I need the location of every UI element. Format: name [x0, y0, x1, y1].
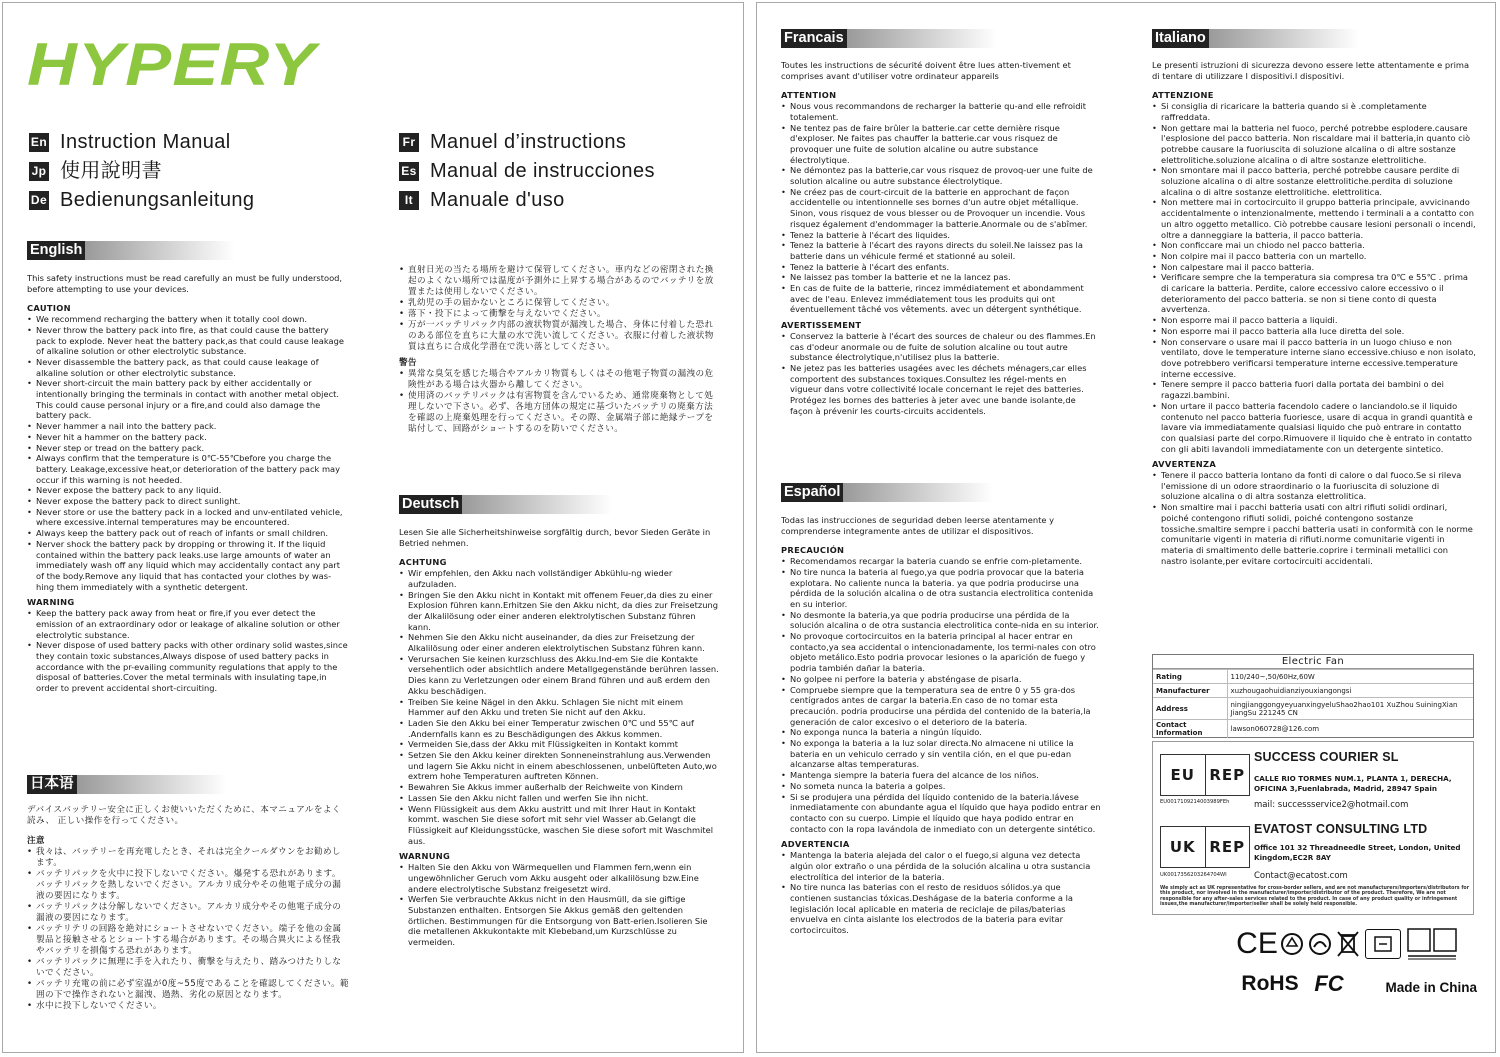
lang-code-badge: Fr — [399, 133, 419, 152]
list-item: • Verursachen Sie keinen kurzschluss des Akku.Ind-em Sie die Kontakte versehentlich oder absichtlich andere Metallgegenstände berühren lassen. Dies kann zu Verletzungen oder einem Brand führen und auß erdem den Akku beschädigen. — [399, 654, 721, 697]
warning-list — [399, 862, 721, 948]
list-item: • No golpee ni perfore la bateria y absténgase de pisarla. — [781, 674, 1103, 685]
list-item: • Never step or tread on the battery pack. — [27, 443, 349, 454]
list-item: • No exponga la bateria a la luz solar directa.No almacene ni utilice la bateria en un vehiculo cerrado y sin ventila ción, en el que pu-edan alcanzarse altas temperaturas. — [781, 738, 1103, 770]
eu-rep-logo: EU REP — [1160, 754, 1250, 796]
title-row — [29, 128, 254, 157]
title-label: Instruction Manual — [60, 131, 231, 153]
title-label: Manuale d'uso — [430, 189, 565, 211]
list-item: • Tenere sempre il pacco batteria fuori dalla portata dei bambini o dei ragazzi.bambini. — [1152, 379, 1476, 400]
list-item: • Non conservare o usare mai il pacco batteria in un luogo chiuso e non ventilato, dove le temperature interne siano eccessive.chiuso e non isolato, dove potrebbero verificarsi temperature interne eccessive.temperature interne eccessive. — [1152, 337, 1476, 380]
caution-list — [781, 556, 1103, 834]
list-item: • Vermeiden Sie,dass der Akku mit Flüssigkeiten in Kontakt kommt — [399, 739, 721, 750]
section-heading-german: Deutsch — [399, 495, 612, 514]
list-item: • Non urtare il pacco batteria facendolo cadere o lanciandolo.se il liquido contenuto nel pacco batteria fuoriesce, usare di acqua in grandi quantità e lavare via immediatamente qualsiasi liquido che può entrare in contatto con qualsiasi parte del corpo.Rimuovere il liquido che è entrato in contatto con gli abiti lavandoli immediatamente con un detergente sintetico. — [1152, 401, 1476, 455]
list-item: • Werfen Sie verbrauchte Akkus nicht in den Hausmüll, da sie giftige Substanzen enthalten. Entsorgen Sie Akkus gemäß den geltenden örtlichen. Bestimmungen für die Entsorgung von Batt-erien.Isolieren Sie die metallenen Akkukontakte mit Klebeband,um Kurzschlüsse zu vermeiden. — [399, 894, 721, 948]
list-item: • Non esporre mai il pacco batteria a liquidi. — [1152, 315, 1476, 326]
list-item: • 我々は、バッテリーを再充電したとき、それは完全クールダウンをお勧めします。 — [27, 847, 349, 869]
uk-rep-disclaimer: We simply act as UK representative for cross-border sellers, and are not manufacturers/importers/distributors for this product, nor involved in the manufacturer/importer/distributor of the product. Therefore, We are not responsible for any after-sales services related to the product. In case of any product quality or infringement issues,the manufacturer/importer/seller shall be solely held responsible. — [1160, 886, 1470, 908]
title-row — [29, 186, 254, 215]
list-item: • Never hit a hammer on the battery pack. — [27, 432, 349, 443]
title-row — [399, 157, 655, 186]
list-item: • Recomendamos recargar la bateria cuando se enfrie com-pletamente. — [781, 556, 1103, 567]
section-italian: Le presenti istruzioni di sicurezza devono essere lette attentamente e prima di tentare di utilizzare I dispositivi.I dispositivi. ATTENZIONE • Si consiglia di ricaricare la batteria quando si è .completamente raffreddata. • Non gettare mai la batteria nel fuoco, perché potrebbe esplodere.causare l'esplosione del pacco batteria. Non riscaldare mai il batteria,in quanto ciò potrebbe causare la fuoriuscita di soluzione alcalina o di altre sostanze elettrolitiche.soluzione alcalina o di altre sostanze elettrolitiche. • Non smontare mai il pacco batteria, perché potrebbe causare perdite di soluzione alcalina o di altre sostanze elettrolitiche.perdita di soluzione alcalina o di altre sostanze elettrolitiche. elettrolitica. • Non mettere mai in cortocircuito il gruppo batteria principale, avvicinando accidentalmente o intenzionalmente, mettendo i terminali a a contatto con un altro oggetto metallico. Ciò potrebbe causare lesioni personali o incendi, oltre a danneggiare la batteria, il pacco batteria. • Non conficcare mai un chiodo nel pacco batteria. • Non colpire mai il pacco batteria con un martello. • Non calpestare mai il pacco batteria. • Verificare sempre che la temperatura sia compresa tra 0℃ e 55℃ . prima di caricare la batteria. Perdite, calore eccessivo calore eccessivo o il deterioramento del pacco batteria. se non si tiene conto di questa avvertenza. • Non esporre mai il pacco batteria a liquidi. • Non esporre mai il pacco batteria alla luce diretta del sole. • Non conservare o usare mai il pacco batteria in un luogo chiuso e non ventilato, dove le temperature interne siano eccessive.chiuso e non isolato, dove potrebbero verificarsi temperature interne eccessive.temperature interne eccessive. • Tenere sempre il pacco batteria fuori dalla portata dei bambini o dei ragazzi.bambini. • Non urtare il pacco batteria facendolo cadere o lanciandolo.se il liquido contenuto nel pacco batteria fuoriesce, usare di acqua in grandi quantità e lavare via immediatamente qualsiasi liquido che può entrare in contatto con qualsiasi parte del corpo.Rimuovere il liquido che è entrato in contatto con gli abiti lavandoli immediatamente con un detergente sintetico. AVVERTENZA • Tenere il pacco batteria lontano da fonti di calore o dal fuoco.Se si rileva l'emissione di un odore straordinario o la fuoriuscita di soluzione di soluzione alcalina o di altra sostanza elettrolitica. • Non smaltire mai i pacchi batteria usati con altri rifiuti solidi ordinari, poiché contengono rifiuti solidi, poiché contengono sostanze tossiche.smaltire sempre i pacchi batteria usati in conformità con le norme comunitarie vigenti in materia di rifiuti.norme comunitarie vigenti in materia di smaltimento delle batterie.coprire i terminali metallici con nastro isolante,per evitare cortocircuiti accidentali. — [1152, 60, 1476, 644]
caution-list — [27, 847, 349, 1012]
list-item: • 水中に投下しないでください。 — [27, 1001, 349, 1012]
section-english: This safety instructions must be read carefully an must be fully understood, before attempting to use your devices. CAUTION • We recommend recharging the battery when it totally cool down. • Never throw the battery pack into fire, as that could cause the battery pack to explode. Never heat the battery pack,as that could cause leakage of alkaline solution or other electrolytic substance. • Never disassemble the battery pack, as that could cause leakage of alkaline solution or other electrolytic substance. • Never short-circuit the main battery pack by either accidentally or intentionally bringing the terminals in contact with another metal object. This could cause personal injury or a fire,and could also damage the battery pack. • Never hammer a nail into the battery pack. • Never hit a hammer on the battery pack. • Never step or tread on the battery pack. • Always confirm that the temperature is 0℃-55℃before you charge the battery. Leakage,excessive heat,or deterioration of the battery pack may occur if this warning is not heeded. • Never expose the battery pack to any liquid. • Never expose the battery pack to direct sunlight. • Never store or use the battery pack in a locked and unv-entilated vehicle, where excessive.internal temperatures may be encountered. • Always keep the battery pack out of reach of infants or small children. • Nerver shock the battery pack by dropping or throwing it. If the liquid contained within the battery pack leaks.use large amounts of water an immediately wash off any liquid which may accidentally contact any part of the body.Remove any liquid that has contacted your clothes by was-hing them immediately with a synthetic detergent. WARNING • Keep the battery pack away from heat or fire,if you ever detect the emission of an extraordinary odor or leakage of alkaline solution or other electrolytic substance. • Never dispose of used battery packs with other ordinary solid wastes,since they contain toxic substances,Always dispose of used battery packs in accordance with the pr-evailing community regulations that apply to the disposal of batteries.Cover the metal terminals with insulating tape,in order to prevent accidental short-circuiting. — [27, 273, 349, 759]
list-item: • Mantenga la bateria alejada del calor o el fuego,si alguna vez detecta algún olor extraño o una pérdida de la solución alcalina u otra sustancia electrolítica del interior de la bateria. — [781, 850, 1103, 882]
list-item: • Never store or use the battery pack in a locked and unv-entilated vehicle, where excessive.internal temperatures may be encountered. — [27, 507, 349, 528]
caution-list — [27, 314, 349, 592]
list-item: • No tire nunca la bateria al fuego,ya que podria provocar que la bateria explotara. No caliente nunca la bateria. ya que podria producirse una pérdida de la solución alcalina o de otra sustancia electrolitica contenida en su interior. — [781, 567, 1103, 610]
section-french: Toutes les instructions de sécurité doivent être lues atten-tivement et comprises avant d'utiliser votre ordinateur appareils ATTENTION • Nous vous recommandons de recharger la batterie qu-and elle refroidit totalement. • Ne tentez pas de faire brûler la batterie.car cette dernière risque d'exploser. Ne faites pas chauffer la batterie.car vous risquez de provoquer une fuite de solution alcaline ou autre substance électrolytique. • Ne démontez pas la batterie,car vous risquez de provoq-uer une fuite de solution alcaline ou autre substance électrolytique. • Ne créez pas de court-circuit de la batterie en approchant de façon accidentelle ou intentionnelle ses bornes d'un autre objet métallique. Sinon, vous risquez de vous blesser ou de Provoquer un incendie. Vous risquez également d'endommager la batterie.Anormale ou de s'abîmer. • Tenez la batterie à l'écart des liquides. • Tenez la batterie à l'écart des rayons directs du soleil.Ne laissez pas la batterie dans un véhicule fermé et stationné au soleil. • Tenez la batterie à l'écart des enfants. • Ne laissez pas tomber la batterie et ne la lancez pas. • En cas de fuite de la batterie, rincez immédiatement et abondamment avec de l'eau. Enlevez immédiatement tous les produits qui ont éventuellement tâché vos vêtements. avec un détergent synthétique. AVERTISSEMENT • Conservez la batterie à l'écart des sources de chaleur ou des flammes.En cas d'odeur anormale ou de fuite de solution alcaline ou tout autre substance électrolytique,n'utilisez plus la batterie. • Ne jetez pas les batteries usagées avec les déchets ménagers,car elles comportent des substances toxiques.Consultez les régel-ments en vigueur dans votre collectivité locale concernant le rejet des batteries. Protégez les bornes des batteries à jeter avec une bande isolante,de façon à prévenir les courts-circuits accidentels. — [781, 60, 1099, 466]
list-item: • Si consiglia di ricaricare la batteria quando si è .completamente raffreddata. — [1152, 101, 1476, 122]
caution-list — [399, 265, 717, 353]
title-list-left — [29, 128, 254, 215]
list-item: • 直射日光の当たる場所を避けて保管してください。車内などの密閉された換起のよくない場所では温度が予測外に上昇する場合があるのでバッテリを放置または使用しないでください。 — [399, 265, 717, 298]
warning-list — [1152, 470, 1476, 566]
title-label: Manuel d’instructions — [430, 131, 627, 153]
list-item: • Ne jetez pas les batteries usagées avec les déchets ménagers,car elles comportent des substances toxiques.Consultez les régel-ments en vigueur dans votre collectivité locale concernant le rejet des batteries. Protégez les bornes des batteries à jeter avec une bande isolante,de façon à prévenir les courts-circuits accidentels. — [781, 363, 1099, 417]
list-item: • No provoque cortocircuitos en la bateria principal al hacer entrar en contacto,ya sea accidental o intencionadamente, los termi-nales con otro objeto metálico.Esto podria provocar lesiones o la aparición de fuego y podria también dañar la bateria. — [781, 631, 1103, 674]
caution-list — [1152, 101, 1476, 454]
warning-list — [399, 369, 717, 435]
list-item: • 使用済のバッテリパックは有害物質を含んでいるため、通常廃棄物として処理しないで下さい。必ず、各地方団体の規定に基づいたバッテリの廃棄方法を確認の上廃棄処理を行ってください。その際、金属端子部に絶縁テープを貼付して、回路がショートするのを防いでください。 — [399, 391, 717, 435]
list-item: • バッテリパックを火中に投下しないでください。爆発する恐れがあります。バッテリパックを熱しないでください。アルカリ成分やその他電子成分の漏液の要因になります。 — [27, 869, 349, 902]
title-label: 使用說明書 — [60, 160, 162, 182]
fcc-mark: FC — [1314, 971, 1344, 996]
list-item: • Always keep the battery pack out of reach of infants or small children. — [27, 528, 349, 539]
section-japanese: デバイスバッテリー安全に正しくお使いいただくために、本マニュアルをよく読み、 正しい操作を行ってください。 注意 • 我々は、バッテリーを再充電したとき、それは完全クールダウンをお勧めします。 • バッテリパックを火中に投下しないでください。爆発する恐れがあります。バッテリパックを熱しないでください。アルカリ成分やその他電子成分の漏液の要因になります。 • バッテリパックは分解しないでください。アルカリ成分やその他電子成分の漏液の要因になります。 • バッテリテリの回路を絶対にショートさせないでください。端子を他の金属製品と接触させるとショートする場合があります。その場合異火による怪我やバッテリを損傷する恐れがあります。 • バッテリパックに無理に手を入れたり、衝撃を与えたり、踏みつけたりしないでください。 • バッテリ充電の前に必ず室温が0度~55度であることを確認してください。範囲の下で操作されないと漏洩、過熱、劣化の原因となります。 • 水中に投下しないでください。 — [27, 805, 349, 1051]
list-item: • Non smontare mai il pacco batteria, perché potrebbe causare perdite di soluzione alcalina o di altre sostanze elettrolitiche.perdita di soluzione alcalina o di altre sostanze elettrolitiche. elettrolitica. — [1152, 165, 1476, 197]
list-item: • Ne démontez pas la batterie,car vous risquez de provoq-uer une fuite de solution alcaline ou autre substance électrolytique. — [781, 165, 1099, 186]
spec-title: Electric Fan — [1153, 655, 1473, 669]
list-item: • バッテリテリの回路を絶対にショートさせないでください。端子を他の金属製品と接触させるとショートする場合があります。その場合異火による怪我やバッテリを損傷する恐れがあります。 — [27, 924, 349, 957]
lang-code-badge: Jp — [29, 162, 49, 181]
list-item: • Bewahren Sie Akkus immer außerhalb der Reichweite von Kindern — [399, 782, 721, 793]
lang-code-badge: De — [29, 191, 49, 210]
list-item: • Nerver shock the battery pack by dropping or throwing it. If the liquid contained within the battery pack leaks.use large amounts of water an immediately wash off any liquid which may accidentally contact any part of the body.Remove any liquid that has contacted your clothes by was-hing them immediately with a synthetic detergent. — [27, 539, 349, 593]
title-list-right — [399, 128, 655, 215]
list-item: • Never disassemble the battery pack, as that could cause leakage of alkaline solution or other electrolytic substance. — [27, 357, 349, 378]
list-item: • Non esporre mai il pacco batteria alla luce diretta del sole. — [1152, 326, 1476, 337]
list-item: • バッテリ充電の前に必ず室温が0度~55度であることを確認してください。範囲の下で操作されないと漏洩、過熱、劣化の原因となります。 — [27, 979, 349, 1001]
list-item: • We recommend recharging the battery when it totally cool down. — [27, 314, 349, 325]
list-item: • Si se produjera una pérdida del líquido contenido de la bateria.lávese inmediatamente con abundante agua el líquido que haya podido entrar en contacto con su cuerpo. Limpie el líquido que haya podido entrar en contacto con la ropa lavándola de inmediato con un detergente sintético. — [781, 792, 1103, 835]
section-heading-japanese: 日本语 — [27, 775, 227, 794]
section-heading-french: Francais — [781, 29, 997, 48]
list-item: • バッテリパックは分解しないでください。アルカリ成分やその他電子成分の漏液の要因になります。 — [27, 902, 349, 924]
uk-rep-logo: UK REP — [1160, 826, 1250, 868]
list-item: • Never throw the battery pack into fire, as that could cause the battery pack to explode. Never heat the battery pack,as that could cause leakage of alkaline solution or other electrolytic substance. — [27, 325, 349, 357]
list-item: • Tenez la batterie à l'écart des rayons directs du soleil.Ne laissez pas la batterie dans un véhicule fermé et stationné au soleil. — [781, 240, 1099, 261]
list-item: • Non smaltire mai i pacchi batteria usati con altri rifiuti solidi ordinari, poiché contengono rifiuti solidi, poiché contengono sostanze tossiche.smaltire sempre i pacchi batteria usati in conformità con le norme comunitarie vigenti in materia di rifiuti.norme comunitarie vigenti in materia di smaltimento delle batterie.coprire i terminali metallici con nastro isolante,per evitare cortocircuiti accidentali. — [1152, 502, 1476, 566]
list-item: • Tenez la batterie à l'écart des enfants. — [781, 262, 1099, 273]
list-item: • バッテリパックに無理に手を入れたり、衝撃を与えたり、踏みつけたりしないでください。 — [27, 957, 349, 979]
section-heading-english: English — [27, 241, 235, 260]
list-item: • 万が一バッテリパック内部の液状物質が漏洩した場合、身体に付着した恐れのある部位を直ちに大量の水で洗い流してください。衣服に付着した液状物質は直ちに合成化学潜在で洗い落としてください。 — [399, 320, 717, 353]
list-item: • Nous vous recommandons de recharger la batterie qu-and elle refroidit totalement. — [781, 101, 1099, 122]
list-item: • Never expose the battery pack to any liquid. — [27, 485, 349, 496]
section-german: Lesen Sie alle Sicherheitshinweise sorgfältig durch, bevor Sieden Geräte in Betried nehmen. ACHTUNG • Wir empfehlen, den Akku nach vollständiger Abkühlu-ng wieder aufzuladen. • Bringen Sie den Akku nicht in Kontakt mit offenem Feuer,da dies zu einer Explosion führen kann.Erhitzen Sie den Akku nicht, da dies zur Freisetzung der Alkalilösung oder einer anderen elektrolytischen Substanz führen kann. • Nehmen Sie den Akku nicht auseinander, da dies zur Freisetzung der Alkalilösung oder einer anderen elektrolytischen Substanz führen kann. • Verursachen Sie keinen kurzschluss des Akku.Ind-em Sie die Kontakte versehentlich oder absichtlich andere Metallgegenstände berühren lassen. Dies kann zu Verletzungen oder einem Brand führen und auß erdem den Akku beschädigen. • Treiben Sie keine Nägel in den Akku. Schlagen Sie nicht mit einem Hammer auf den Akku und treten Sie nicht auf den Akku. • Laden Sie den Akku bei einer Temperatur zwischen 0℃ und 55℃ auf .Andernfalls kann es zu Beschädigungen des Akkus kommen. • Vermeiden Sie,dass der Akku mit Flüssigkeiten in Kontakt kommt • Setzen Sie den Akku keiner direkten Sonneneinstrahlung aus.Verwenden und lagern Sie Akku nicht in einem abeschlossenen, unbelüfteten Auto,wo extrem hohe Temperaturen auftreten Können. • Bewahren Sie Akkus immer außerhalb der Reichweite von Kindern • Lassen Sie den Akku nicht fallen und werfen Sie ihn nicht. • Wenn Flüssigkeit aus dem Akku austritt und mit Ihrer Haut in Kontakt kommt. waschen Sie diese sofort mit sehr viel Wasser ab.Gelangt die Flüssigkeit auf Kleidungsstücke, waschen Sie diese sofort mit Waschmitel aus. WARNUNG • Halten Sie den Akku von Wärmequellen und Flammen fern,wenn ein ungewöhnlicher Geruch vom Akku ausgeht oder alkalilösung bzw.Eine andere electrolytische Substanz freigesetzt wird. • Werfen Sie verbrauchte Akkus nicht in den Hausmüll, da sie giftige Substanzen enthalten. Entsorgen Sie Akkus gemäß den geltenden örtlichen. Bestimmungen für die Entsorgung von Batt-erien.Isolieren Sie die metallenen Akkukontakte mit Klebeband,um Kurzschlüsse zu vermeiden. — [399, 527, 721, 1003]
lang-code-badge: It — [399, 191, 419, 210]
list-item: • Wir empfehlen, den Akku nach vollständiger Abkühlu-ng wieder aufzuladen. — [399, 568, 721, 589]
list-item: • No someta nunca la bateria a golpes. — [781, 781, 1103, 792]
list-item: • Verificare sempre che la temperatura sia compresa tra 0℃ e 55℃ . prima di caricare la batteria. Perdite, calore eccessivo calore eccessivo o il deterioramento del pacco batteria. se non si tiene conto di questa avvertenza. — [1152, 272, 1476, 315]
sorting-guide-icon — [1405, 927, 1459, 961]
list-item: • No tire nunca las baterias con el resto de residuos sólidos.ya que contienen sustancias tóxicas.Deshágase de la bateria conforme a la legislación local aplicable en materia de reciclaje de pilas/baterias envuelva en cinta aislante los electrodos de la bateria para evitar cortocircuitos. — [781, 882, 1103, 936]
weee-bin-icon — [1335, 929, 1361, 959]
ce-mark: CE — [1236, 927, 1278, 960]
list-item: • No desmonte la bateria,ya que podria producirse una pérdida de la solución alcalina o de otra sustancia electrolitica conte-nida en su interior. — [781, 610, 1103, 631]
list-item: • Non mettere mai in cortocircuito il gruppo batteria principale, avvicinando accidentalmente o intenzionalmente, mettendo i terminali a a contatto con un altro oggetto metallico. Ciò potrebbe causare lesioni personali o incendi, oltre a danneggiare la batteria, il pacco batteria. — [1152, 197, 1476, 240]
section-heading-spanish: Español — [781, 483, 993, 502]
eu-rep-name: SUCCESS COURIER SL — [1254, 750, 1399, 764]
rohs-mark: RoHS — [1241, 972, 1299, 995]
recycle-icon — [1279, 931, 1305, 957]
list-item: • Mantenga siempre la bateria fuera del alcance de los niños. — [781, 770, 1103, 781]
recycling-info-icon — [1365, 929, 1401, 959]
title-label: Bedienungsanleitung — [60, 189, 255, 211]
list-item: • 異常な臭気を感じた場合やアルカリ物質もしくはその他電子物質の漏洩の危険性がある場合は火器から離してください。 — [399, 369, 717, 391]
recycling-hand-icon — [1307, 931, 1333, 957]
list-item: • 落下・投下によって衝撃を与えないでください。 — [399, 309, 717, 320]
title-row — [399, 186, 655, 215]
warning-list — [27, 608, 349, 694]
list-item: • Treiben Sie keine Nägel in den Akku. Schlagen Sie nicht mit einem Hammer auf den Akku und treten Sie nicht auf den Akku. — [399, 697, 721, 718]
list-item: • Non gettare mai la batteria nel fuoco, perché potrebbe esplodere.causare l'esplosione del pacco batteria. Non riscaldare mai il batteria,in quanto ciò potrebbe causare la fuoriuscita di soluzione alcalina o di altre sostanze elettrolitiche.soluzione alcalina o di altre sostanze elettrolitiche. — [1152, 123, 1476, 166]
section-japanese-continued: • 直射日光の当たる場所を避けて保管してください。車内などの密閉された換起のよくない場所では温度が予測外に上昇する場合があるのでバッテリを放置または使用しないでください。 • 乳幼児の手の届かないところに保管してください。 • 落下・投下によって衝撃を与えないでください。 • 万が一バッテリパック内部の液状物質が漏洩した場合、身体に付着した恐れのある部位を直ちに大量の水で洗い流してください。衣服に付着した液状物質は直ちに合成化学潜在で洗い落としてください。 警告 • 異常な臭気を感じた場合やアルカリ物質もしくはその他電子物質の漏洩の危険性がある場合は火器から離してください。 • 使用済のバッテリパックは有害物質を含んでいるため、通常廃棄物として処理しないで下さい。必ず、各地方団体の規定に基づいたバッテリの廃棄方法を確認の上廃棄処理を行ってください。その際、金属端子部に絶縁テープを貼付して、回路がショートするのを防いでください。 — [399, 265, 717, 487]
warning-list — [781, 850, 1103, 936]
list-item: • Lassen Sie den Akku nicht fallen und werfen Sie ihn nicht. — [399, 793, 721, 804]
lang-code-badge: Es — [399, 162, 419, 181]
list-item: • 乳幼児の手の届かないところに保管してください。 — [399, 298, 717, 309]
manual-page-right — [756, 2, 1496, 1053]
list-item: • Non calpestare mai il pacco batteria. — [1152, 262, 1476, 273]
list-item: • Ne laissez pas tomber la batterie et ne la lancez pas. — [781, 272, 1099, 283]
section-spanish: Todas las instrucciones de seguridad deben leerse atentamente y comprenderse integramente antes de utilizar el dispositivos. PRECAUCIÓN • Recomendamos recargar la bateria cuando se enfrie com-pletamente. • No tire nunca la bateria al fuego,ya que podria provocar que la bateria explotara. No caliente nunca la bateria. ya que podria producirse una pérdida de la solución alcalina o de otra sustancia electrolitica contenida en su interior. • No desmonte la bateria,ya que podria producirse una pérdida de la solución alcalina o de otra sustancia electrolitica conte-nida en su interior. • No provoque cortocircuitos en la bateria principal al hacer entrar en contacto,ya sea accidental o intencionadamente, los termi-nales con otro objeto metálico.Esto podria provocar lesiones o la aparición de fuego y podria también dañar la bateria. • No golpee ni perfore la bateria y absténgase de pisarla. • Compruebe siempre que la temperatura sea de entre 0 y 55 gra-dos centígrados antes de cargar la bateria.En caso de no tomar esta precaución. podria producirse una pérdida del contenido de la bateria,la generación de calor excesivo o el deterioro de la bateria. • No exponga nunca la bateria a ningún líquido. • No exponga la bateria a la luz solar directa.No almacene ni utilice la bateria en un vehiculo cerrado y sin ventila ción, en el que pu-edan alcanzarse altas temperaturas. • Mantenga siempre la bateria fuera del alcance de los niños. • No someta nunca la bateria a golpes. • Si se produjera una pérdida del líquido contenido de la bateria.lávese inmediatamente con abundante agua el líquido que haya podido entrar en contacto con su cuerpo. Limpie el líquido que haya podido entrar en contacto con la ropa lavándola de inmediato con un detergente sintético. ADVERTENCIA • Mantenga la bateria alejada del calor o el fuego,si alguna vez detecta algún olor extraño o una pérdida de la solución alcalina u otra sustancia electrolítica del interior de la bateria. • No tire nunca las baterias con el resto de residuos sólidos.ya que contienen sustancias tóxicas.Deshágase de la bateria conforme a la legislación local aplicable en materia de reciclaje de pilas/baterias envuelva en cinta aislante los electrodos de la bateria para evitar cortocircuitos. — [781, 515, 1103, 985]
brand-logo: HYPERY — [27, 31, 317, 98]
title-label: Manual de instrucciones — [430, 160, 655, 182]
list-item: • Ne créez pas de court-circuit de la batterie en approchant de façon accidentelle ou intentionnelle ses bornes d'un autre objet métallique. Sinon, vous risquez de vous blesser ou de Provoquer un incendie. Vous risquez également d'endommager la batterie.Anormale ou de s'abîmer. — [781, 187, 1099, 230]
uk-rep-name: EVATOST CONSULTING LTD — [1254, 822, 1428, 836]
list-item: • Wenn Flüssigkeit aus dem Akku austritt und mit Ihrer Haut in Kontakt kommt. waschen Sie diese sofort mit sehr viel Wasser ab.Gelangt die Flüssigkeit auf Kleidungsstücke, waschen Sie diese sofort mit Waschmitel aus. — [399, 804, 721, 847]
list-item: • Never dispose of used battery packs with other ordinary solid wastes,since they contain toxic substances,Always dispose of used battery packs in accordance with the pr-evailing community regulations that apply to the disposal of batteries.Cover the metal terminals with insulating tape,in order to prevent accidental short-circuiting. — [27, 640, 349, 694]
warning-list — [781, 331, 1099, 417]
title-row — [399, 128, 655, 157]
list-item: • Always confirm that the temperature is 0℃-55℃before you charge the battery. Leakage,excessive heat,or deterioration of the battery pack may occur if this warning is not heeded. — [27, 453, 349, 485]
list-item: • Never hammer a nail into the battery pack. — [27, 421, 349, 432]
title-row — [29, 157, 254, 186]
list-item: • Never expose the battery pack to direct sunlight. — [27, 496, 349, 507]
list-item: • Halten Sie den Akku von Wärmequellen und Flammen fern,wenn ein ungewöhnlicher Geruch vom Akku ausgeht oder alkalilösung bzw.Eine andere electrolytische Substanz freigesetzt wird. — [399, 862, 721, 894]
made-in-label: Made in China — [1385, 979, 1477, 995]
list-item: • Setzen Sie den Akku keiner direkten Sonneneinstrahlung aus.Verwenden und lagern Sie Akku nicht in einem abeschlossenen, unbelüfteten Auto,wo extrem hohe Temperaturen auftreten Können. — [399, 750, 721, 782]
list-item: • Bringen Sie den Akku nicht in Kontakt mit offenem Feuer,da dies zu einer Explosion führen kann.Erhitzen Sie den Akku nicht, da dies zur Freisetzung der Alkalilösung oder einer anderen elektrolytischen Substanz führen kann. — [399, 590, 721, 633]
list-item: • En cas de fuite de la batterie, rincez immédiatement et abondamment avec de l'eau. Enlevez immédiatement tous les produits qui ont éventuellement tâché vos vêtements. avec un détergent synthétique. — [781, 283, 1099, 315]
list-item: • Non colpire mai il pacco batteria con un martello. — [1152, 251, 1476, 262]
certification-marks — [1237, 927, 1477, 1007]
list-item: • Conservez la batterie à l'écart des sources de chaleur ou des flammes.En cas d'odeur anormale ou de fuite de solution alcaline ou tout autre substance électrolytique,n'utilisez plus la batterie. — [781, 331, 1099, 363]
manual-page-left — [2, 2, 744, 1053]
list-item: • Non conficcare mai un chiodo nel pacco batteria. — [1152, 240, 1476, 251]
caution-list — [781, 101, 1099, 315]
caution-list — [399, 568, 721, 846]
list-item: • Compruebe siempre que la temperatura sea de entre 0 y 55 gra-dos centígrados antes de cargar la bateria.En caso de no tomar esta precaución. podria producirse una pérdida del contenido de la bateria,la generación de calor excesivo o el deterioro de la bateria. — [781, 685, 1103, 728]
list-item: • Laden Sie den Akku bei einer Temperatur zwischen 0℃ und 55℃ auf .Andernfalls kann es zu Beschädigungen des Akkus kommen. — [399, 718, 721, 739]
list-item: • Keep the battery pack away from heat or fire,if you ever detect the emission of an extraordinary odor or leakage of alkaline solution or other electrolytic substance. — [27, 608, 349, 640]
representatives-panel: EU REP EU0017109214003989FEh SUCCESS COURIER SL CALLE RIO TORMES NUM.1, PLANTA 1, DERECHA, OFICINA 3,Fuenlabrada, Madrid, 28947 Spain mail: successservice2@hotmail.com UK REP UK0017356203264704WI EVATOST CONSULTING LTD Office 101 32 Threadneedle Street, London, United Kingdom,EC2R 8AY Contact@ecatost.com We simply act as UK representative for cross-border sellers, and are not manufacturers/importers/distributors for this product, nor involved in the manufacturer/importer/distributor of the product. Therefore, We are not responsible for any after-sales services related to the product. In case of any product quality or infringement issues,the manufacturer/importer/seller shall be solely held responsible. — [1152, 741, 1474, 915]
spec-table: Electric Fan Rating 110/240~,50/60Hz,60W Manufacturer xuzhougaohuidianziyouxiangongsi Address ningjianggongyeyuanxingyeluShao2hao101 XuZhou SuiningXian JiangSu 221245 CN Contact Information lawson060728@126.com — [1152, 654, 1474, 738]
list-item: • Never short-circuit the main battery pack by either accidentally or intentionally bringing the terminals in contact with another metal object. This could cause personal injury or a fire,and could also damage the battery pack. — [27, 378, 349, 421]
list-item: • Tenere il pacco batteria lontano da fonti di calore o dal fuoco.Se si rileva l'emissione di un odore straordinario o la fuoriuscita di soluzione di soluzione alcalina o di altra sostanza elettrolitica. — [1152, 470, 1476, 502]
list-item: • Nehmen Sie den Akku nicht auseinander, da dies zur Freisetzung der Alkalilösung oder einer anderen elektrolytischen Substanz führen kann. — [399, 632, 721, 653]
lang-code-badge: En — [29, 133, 49, 152]
list-item: • No exponga nunca la bateria a ningún líquido. — [781, 727, 1103, 738]
section-heading-italian: Italiano — [1152, 29, 1359, 48]
list-item: • Ne tentez pas de faire brûler la batterie.car cette dernière risque d'exploser. Ne faites pas chauffer la batterie.car vous risquez de provoquer une fuite de solution alcaline ou autre substance électrolytique. — [781, 123, 1099, 166]
list-item: • Tenez la batterie à l'écart des liquides. — [781, 230, 1099, 241]
